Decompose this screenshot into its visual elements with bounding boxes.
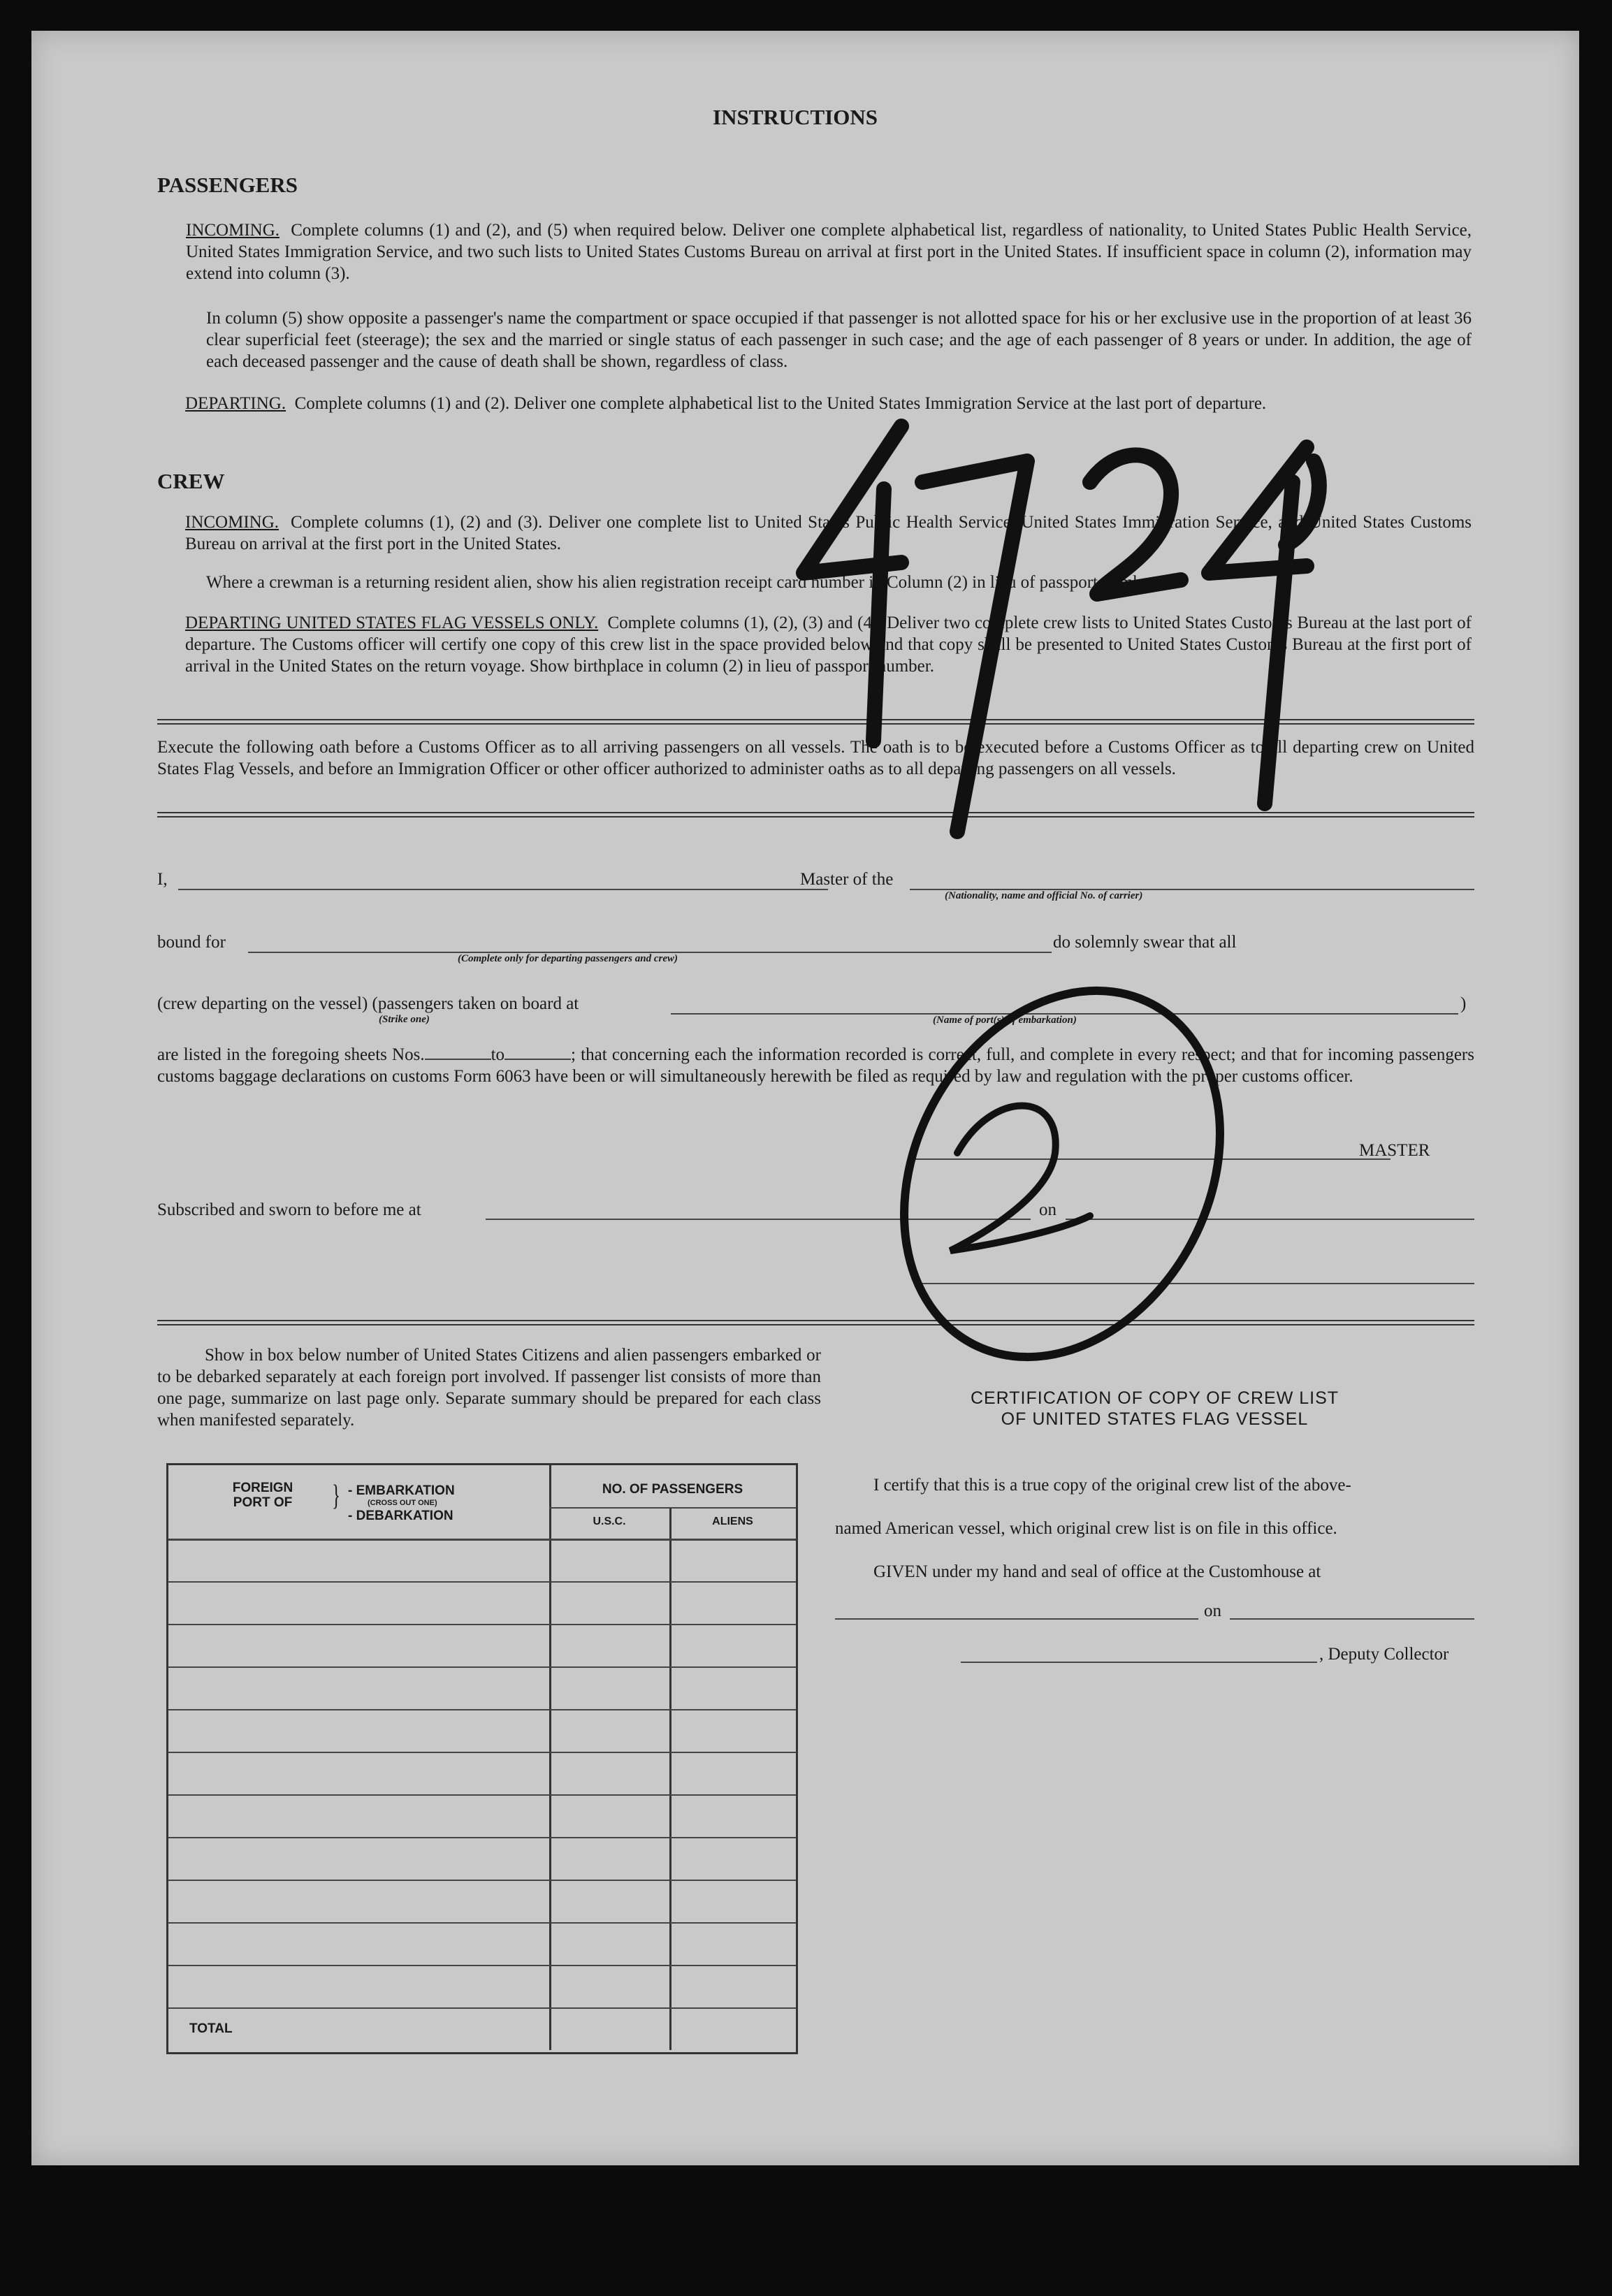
subscribed-place-line[interactable] [486, 1219, 1031, 1220]
row-line-2 [168, 1624, 796, 1625]
customhouse-place-line[interactable] [835, 1618, 1198, 1620]
subscribed-on-label: on [1039, 1200, 1056, 1219]
master-of-label: Master of the [800, 870, 894, 889]
divider-top [157, 719, 1474, 725]
col-divider-2 [669, 1507, 671, 2050]
aliens-header: ALIENS [712, 1516, 753, 1527]
row-line-10 [168, 1965, 796, 1966]
bound-for-caption: (Complete only for departing passengers and crew) [458, 953, 678, 964]
header-bottom-line [168, 1539, 796, 1541]
row-line-5 [168, 1752, 796, 1753]
certify-line-2: named American vessel, which original crew list is on file in this office. [835, 1519, 1337, 1538]
crew-heading: CREW [157, 469, 225, 493]
col-divider-1 [549, 1465, 551, 2050]
certification-heading-1: CERTIFICATION OF COPY OF CREW LIST [970, 1388, 1339, 1408]
deputy-collector-label: , Deputy Collector [1319, 1645, 1449, 1664]
crew-flag-paragraph [185, 612, 1472, 677]
total-label: TOTAL [189, 2021, 233, 2036]
embarkation-port-caption: (Name of port(s) of embarkation) [933, 1015, 1077, 1026]
divider-bottom [157, 1320, 1474, 1325]
crew-flag-text: Complete columns (1), (2), (3) and (4). Deliver two complete crew lists to United States Customs Bureau at the last port of departure. The Customs officer will certify one copy of this crew list in the space provided below and that copy shall be presented to United States Customs Bureau at the first port of arrival in the United States on the return voyage. Show birthplace in column (2) in lieu of passport number. [185, 613, 1472, 676]
sheets-text-b: ; that concerning each the information recorded is correct, full, and complete in every respect; and that for incoming passengers customs baggage declarations on customs Form 6063 have been or will simultaneously herewith be filed as required by law and regulation with the proper customs officer. [157, 1045, 1474, 1086]
subscribed-date-line[interactable] [1066, 1219, 1474, 1220]
master-name-line[interactable] [178, 889, 828, 890]
debarkation-header: - DEBARKATION [348, 1509, 453, 1523]
row-line-3 [168, 1666, 796, 1668]
close-paren: ) [1460, 994, 1467, 1013]
row-line-1 [168, 1581, 796, 1583]
usc-header: U.S.C. [593, 1516, 626, 1527]
oath-intro-paragraph: Execute the following oath before a Customs Officer as to all arriving passengers on all vessels. The oath is to be executed before a Customs Officer as to all departing crew on United States Flag Vessels, and before an Immigration Officer or other officer authorized to administer oaths as to all departing passengers on all vessels. [157, 738, 1474, 778]
passengers-departing-label: DEPARTING. [185, 394, 286, 413]
passengers-heading: PASSENGERS [157, 173, 298, 197]
crew-incoming-label: INCOMING. [185, 513, 279, 532]
certification-heading-2: OF UNITED STATES FLAG VESSEL [1001, 1409, 1309, 1429]
passengers-departing-text: Complete columns (1) and (2). Deliver one complete alphabetical list to the United States Immigration Service at the last port of departure. [294, 394, 1267, 413]
master-label: MASTER [1359, 1141, 1430, 1160]
page-title: INSTRUCTIONS [713, 105, 878, 129]
no-passengers-header: NO. OF PASSENGERS [602, 1482, 743, 1497]
crew-incoming-text: Complete columns (1), (2) and (3). Deliver one complete list to United States Public Health Service, United States Immigration Service, and United States Customs Bureau on arrival at the first port in the United States. [185, 513, 1472, 553]
strike-one-caption: (Strike one) [379, 1014, 430, 1025]
subscribed-label: Subscribed and sworn to before me at [157, 1200, 421, 1219]
crew-returning-paragraph: Where a crewman is a returning resident alien, show his alien registration receipt card number in Column (2) in lieu of passport number. [206, 573, 1159, 592]
summary-table [166, 1463, 798, 2054]
sheets-paragraph [157, 1044, 1474, 1087]
bound-for-label: bound for [157, 933, 226, 952]
row-line-9 [168, 1922, 796, 1924]
summary-intro-paragraph: Show in box below number of United States Citizens and alien passengers embarked or to be debarked separately at each foreign port involved. If passenger list consists of more than one page, summarize on last page only. Separate summary should be prepared for each class when manifested separately. [157, 1346, 821, 1430]
row-line-6 [168, 1794, 796, 1796]
row-line-7 [168, 1837, 796, 1838]
deputy-signature-line[interactable] [961, 1662, 1317, 1663]
foreign-port-header: FOREIGN PORT OF [232, 1481, 293, 1510]
row-line-8 [168, 1880, 796, 1881]
embarkation-header: - EMBARKATION [348, 1483, 455, 1498]
given-line: GIVEN under my hand and seal of office at the Customhouse at [873, 1562, 1321, 1581]
passengers-subheader-line [549, 1507, 796, 1509]
sheets-to-label: to [491, 1045, 505, 1064]
brace-glyph: } [332, 1480, 341, 1512]
row-line-4 [168, 1709, 796, 1710]
crew-departing-label: (crew departing on the vessel) (passengers taken on board at [157, 994, 579, 1013]
divider-oath [157, 812, 1474, 818]
crew-incoming-paragraph [185, 511, 1472, 555]
crew-flag-label: DEPARTING UNITED STATES FLAG VESSELS ONLY. [185, 613, 599, 632]
document-page [31, 31, 1579, 2165]
sheets-text-a: are listed in the foregoing sheets Nos. [157, 1045, 425, 1064]
passengers-column5-paragraph: In column (5) show opposite a passenger's name the compartment or space occupied if that passenger is not allotted space for his or her exclusive use in the proportion of at least 36 clear superficial feet (steerage); the sex and the married or single status of each passenger in such case; and the age of each passenger of 8 years or under. In addition, the age of each deceased passenger and the cause of death shall be shown, regardless of class. [206, 309, 1472, 371]
certify-line-1: I certify that this is a true copy of the original crew list of the above- [873, 1476, 1351, 1495]
sheet-to-blank[interactable] [504, 1046, 571, 1060]
certification-on-label: on [1204, 1601, 1221, 1620]
swear-label: do solemnly swear that all [1053, 933, 1237, 952]
passengers-departing-paragraph [185, 393, 1472, 414]
passengers-incoming-text: Complete columns (1) and (2), and (5) when required below. Deliver one complete alphabetical list, regardless of nationality, to United States Public Health Service, United States Immigration Service, and two such lists to United States Customs Bureau on arrival at first port in the United States. If insufficient space in column (2), information may extend into column (3). [186, 221, 1472, 283]
sheet-from-blank[interactable] [425, 1046, 491, 1060]
customhouse-date-line[interactable] [1230, 1618, 1474, 1620]
passengers-incoming-paragraph [186, 219, 1472, 284]
cross-out-note: (CROSS OUT ONE) [368, 1499, 437, 1507]
oath-i-label: I, [157, 870, 168, 889]
row-line-11 [168, 2007, 796, 2009]
passengers-incoming-label: INCOMING. [186, 221, 280, 240]
officer-signature-line[interactable] [915, 1283, 1474, 1284]
carrier-caption: (Nationality, name and official No. of carrier) [945, 890, 1143, 901]
master-signature-line[interactable] [915, 1158, 1390, 1160]
